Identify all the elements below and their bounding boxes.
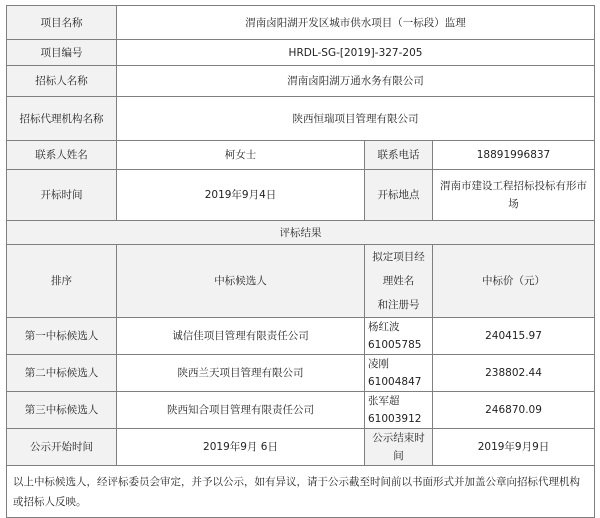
- publicity-end-label: 公示结束时间: [365, 429, 433, 466]
- price-cell: 246870.09: [433, 392, 595, 429]
- project-name-value: 渭南卤阳湖开发区城市供水项目（一标段）监理: [117, 6, 595, 40]
- table-row: [7, 355, 595, 392]
- open-place-label: 开标地点: [365, 170, 433, 221]
- project-code-label: 项目编号: [7, 40, 117, 66]
- tenderer-value: 渭南卤阳湖万通水务有限公司: [117, 66, 595, 97]
- contact-value: 柯女士: [117, 141, 365, 170]
- header-manager-line2: 和注册号: [377, 299, 420, 311]
- rank-cell: 第三中标候选人: [7, 392, 117, 429]
- row-contact: [7, 141, 595, 170]
- agency-value: 陕西恒瑞项目管理有限公司: [117, 97, 595, 141]
- table-row: [7, 318, 595, 355]
- candidate-cell: 陕西知合项目管理有限责任公司: [117, 392, 365, 429]
- publicity-start-label: 公示开始时间: [7, 429, 117, 466]
- header-manager: [365, 245, 433, 318]
- row-tenderer: [7, 66, 595, 97]
- contact-label: 联系人姓名: [7, 141, 117, 170]
- publicity-note: 以上中标候选人，经评标委员会审定，并予以公示，如有异议，请于公示截至时间前以书面形式并加盖公章向招标代理机构或招标人反映。: [7, 466, 595, 518]
- header-candidate: 中标候选人: [117, 245, 365, 318]
- publicity-start-value: 2019年9月 6日: [117, 429, 365, 466]
- tenderer-label: 招标人名称: [7, 66, 117, 97]
- agency-label: 招标代理机构名称: [7, 97, 117, 141]
- rank-cell: 第二中标候选人: [7, 355, 117, 392]
- candidate-cell: 陕西兰天项目管理有限公司: [117, 355, 365, 392]
- rank-cell: 第一中标候选人: [7, 318, 117, 355]
- row-project-code: [7, 40, 595, 66]
- row-results-header: [7, 245, 595, 318]
- phone-value: 18891996837: [433, 141, 595, 170]
- project-code-value: HRDL-SG-[2019]-327-205: [117, 40, 595, 66]
- row-publicity: [7, 429, 595, 466]
- publicity-end-value: 2019年9月9日: [433, 429, 595, 466]
- project-name-label: 项目名称: [7, 6, 117, 40]
- header-price: 中标价（元）: [433, 245, 595, 318]
- bid-result-table: [6, 5, 595, 518]
- open-time-label: 开标时间: [7, 170, 117, 221]
- table-row: [7, 392, 595, 429]
- manager-cell: 张军超 61003912: [365, 392, 433, 429]
- row-opening: [7, 170, 595, 221]
- open-place-value: 渭南市建设工程招标投标有形市场: [433, 170, 595, 221]
- header-rank: 排序: [7, 245, 117, 318]
- open-time-value: 2019年9月4日: [117, 170, 365, 221]
- candidate-cell: 诚信佳项目管理有限责任公司: [117, 318, 365, 355]
- price-cell: 238802.44: [433, 355, 595, 392]
- row-section-title: [7, 221, 595, 245]
- row-project-name: [7, 6, 595, 40]
- manager-cell: 凌刚 61004847: [365, 355, 433, 392]
- results-section-title: 评标结果: [7, 221, 595, 245]
- header-manager-line1: 拟定项目经理姓名: [372, 251, 425, 287]
- phone-label: 联系电话: [365, 141, 433, 170]
- row-note: [7, 466, 595, 518]
- manager-cell: 杨红波 61005785: [365, 318, 433, 355]
- row-agency: [7, 97, 595, 141]
- price-cell: 240415.97: [433, 318, 595, 355]
